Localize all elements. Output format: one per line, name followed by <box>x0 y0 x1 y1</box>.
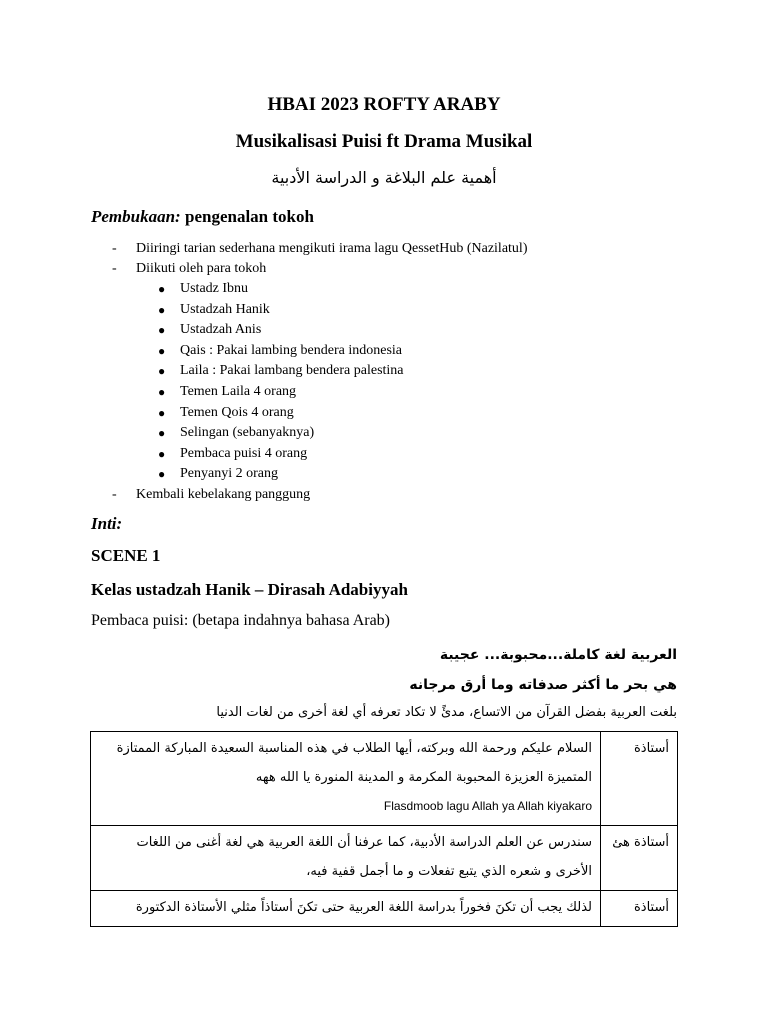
table-row <box>91 732 678 826</box>
arabic-title: أهمية علم البلاغة و الدراسة الأدبية <box>271 168 497 187</box>
opening-text: pengenalan tokoh <box>180 207 314 226</box>
character-item: ● Pembaca puisi 4 orang <box>158 445 308 461</box>
poem-line: هي بحر ما أكثر صدفاته وما أرق مرجانه <box>409 677 677 693</box>
character-list <box>112 279 712 485</box>
latin-note: Flasdmoob lagu Allah ya Allah kiyakaro <box>383 799 592 813</box>
character-list-wrapper <box>112 279 712 485</box>
character-item: ● Ustadz Ibnu <box>158 281 249 296</box>
speech-cell: السلام عليكم ورحمة الله وبركته، أيها الطلاب في هذه المناسبة السعيدة المباركة الممتازة المتميزة العزيزة المحبوبة المكرمة و المدينة المنورة يا الله ههه Flasdmoob lagu Allah ya Allah kiyakaro <box>91 732 601 826</box>
table-row <box>91 891 678 927</box>
table-row <box>91 826 678 891</box>
list-item: - Diiringi tarian sederhana mengikuti irama lagu QessetHub (Nazilatul) <box>112 241 528 256</box>
opening-label: Pembukaan: <box>91 207 181 226</box>
list-item: - Kembali kebelakang panggung <box>112 486 311 502</box>
poem-line: بلغت العربية بفضل القرآن من الاتساع، مدئً لا تكاد تعرفه أي لغة أخرى من لغات الدنيا <box>216 705 677 720</box>
character-item: ● Ustadzah Hanik <box>158 301 270 317</box>
opening-heading <box>91 207 314 227</box>
character-item: ● Laila : Pakai lambang bendera palestina <box>158 363 404 379</box>
character-item: ● Penyanyi 2 orang <box>158 466 278 482</box>
document-title: HBAI 2023 ROFTY ARABY <box>267 94 501 115</box>
inti-heading: Inti: <box>91 514 123 533</box>
list-item: - Diikuti oleh para tokoh <box>112 261 267 276</box>
character-item: ● Selingan (sebanyaknya) <box>158 425 315 441</box>
speaker-cell: أستاذة <box>601 891 678 927</box>
character-item: ● Qais : Pakai lambing bendera indonesia <box>158 342 402 358</box>
speech-cell: سندرس عن العلم الدراسة الأدبية، كما عرفنا أن اللغة العربية هي لغة أغنى من اللغات الأخرى و شعره الذي يتبع تفعلات و ما أجمل قفية فيه، <box>91 826 601 891</box>
document-subtitle: Musikalisasi Puisi ft Drama Musikal <box>235 131 533 152</box>
character-item: ● Temen Laila 4 orang <box>158 383 297 399</box>
dialog-table <box>90 731 678 927</box>
scene-title: Kelas ustadzah Hanik – Dirasah Adabiyyah <box>91 580 408 599</box>
speaker-cell: أستاذة <box>601 732 678 826</box>
scene-heading: SCENE 1 <box>91 546 161 565</box>
speech-cell: لذلك يجب أن تكنَ فخوراً بدراسة اللغة العربية حتى تكنَ أستاذاً مثلي الأستاذة الدكتورة <box>91 891 601 927</box>
speaker-cell: أستاذة هئ <box>601 826 678 891</box>
opening-dash-list <box>112 239 712 505</box>
character-item: ● Ustadzah Anis <box>158 322 262 338</box>
poem-intro: Pembaca puisi: (betapa indahnya bahasa Arab) <box>91 612 390 629</box>
poem-line: العربية لغة كاملة...محبوبة... عجيبة <box>439 647 677 663</box>
character-item: ● Temen Qois 4 orang <box>158 404 294 420</box>
